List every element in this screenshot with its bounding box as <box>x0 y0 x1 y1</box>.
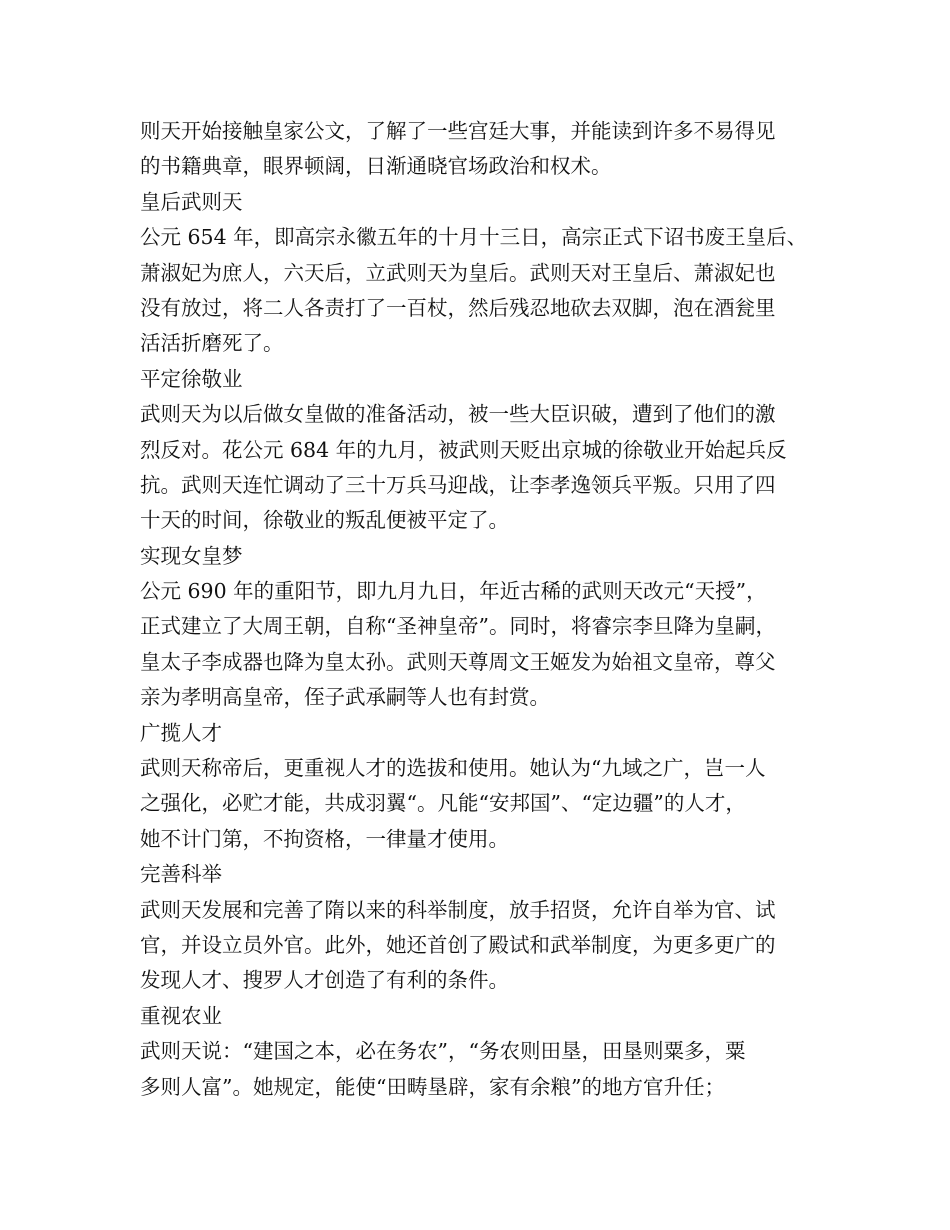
paragraph-line: 武则天为以后做女皇做的准备活动，被一些大臣识破，遭到了他们的激 <box>140 402 776 427</box>
document-page <box>140 114 830 1105</box>
section-heading: 皇后武则天 <box>140 189 243 214</box>
paragraph-line: 没有放过，将二人各责打了一百杖，然后残忍地砍去双脚，泡在酒瓮里 <box>140 295 776 320</box>
section-heading: 实现女皇梦 <box>140 543 243 568</box>
section-heading: 广揽人才 <box>140 720 222 745</box>
paragraph-line: 武则天发展和完善了隋以来的科举制度，放手招贤，允许自举为官、试 <box>140 897 776 922</box>
paragraph-line: 正式建立了大周王朝，自称“圣神皇帝”。同时，将睿宗李旦降为皇嗣， <box>140 614 776 639</box>
paragraph-line: 抗。武则天连忙调动了三十万兵马迎战，让李孝逸领兵平叛。只用了四 <box>140 472 776 497</box>
paragraph-line: 的书籍典章，眼界顿阔，日渐通晓官场政治和权术。 <box>140 154 612 179</box>
paragraph-line: 公元 654 年，即高宗永徽五年的十月十三日，高宗正式下诏书废王皇后、 <box>140 225 808 250</box>
paragraph-line: 武则天说：“建国之本，必在务农”，“务农则田垦，田垦则粟多，粟 <box>140 1039 746 1064</box>
paragraph-line: 十天的时间，徐敬业的叛乱便被平定了。 <box>140 508 509 533</box>
paragraph-line: 她不计门第，不拘资格，一律量才使用。 <box>140 826 509 851</box>
section-heading: 重视农业 <box>140 1003 222 1028</box>
section-heading: 平定徐敬业 <box>140 366 243 391</box>
paragraph-line: 多则人富”。她规定，能使“田畴垦辟，家有余粮”的地方官升任； <box>140 1074 725 1099</box>
paragraph-line: 亲为孝明高皇帝，侄子武承嗣等人也有封赏。 <box>140 685 550 710</box>
paragraph-line: 官，并设立员外官。此外，她还首创了殿试和武举制度，为更多更广的 <box>140 932 776 957</box>
paragraph-line: 发现人才、搜罗人才创造了有利的条件。 <box>140 968 509 993</box>
paragraph-line: 烈反对。花公元 684 年的九月，被武则天贬出京城的徐敬业开始起兵反 <box>140 437 787 462</box>
paragraph-line: 武则天称帝后，更重视人才的选拔和使用。她认为“九域之广，岂一人 <box>140 756 766 781</box>
paragraph-line: 皇太子李成器也降为皇太孙。武则天尊周文王姬发为始祖文皇帝，尊父 <box>140 649 776 674</box>
paragraph-line: 活活折磨死了。 <box>140 331 284 356</box>
paragraph-line: 则天开始接触皇家公文，了解了一些宫廷大事，并能读到许多不易得见 <box>140 119 776 143</box>
paragraph-line: 之强化，必贮才能，共成羽翼“。凡能“安邦国”、“定边疆”的人才， <box>140 791 746 816</box>
paragraph-line: 萧淑妃为庶人，六天后，立武则天为皇后。武则天对王皇后、萧淑妃也 <box>140 260 776 285</box>
section-heading: 完善科举 <box>140 862 222 887</box>
paragraph-line: 公元 690 年的重阳节，即九月九日，年近古稀的武则天改元“天授”， <box>140 579 767 604</box>
